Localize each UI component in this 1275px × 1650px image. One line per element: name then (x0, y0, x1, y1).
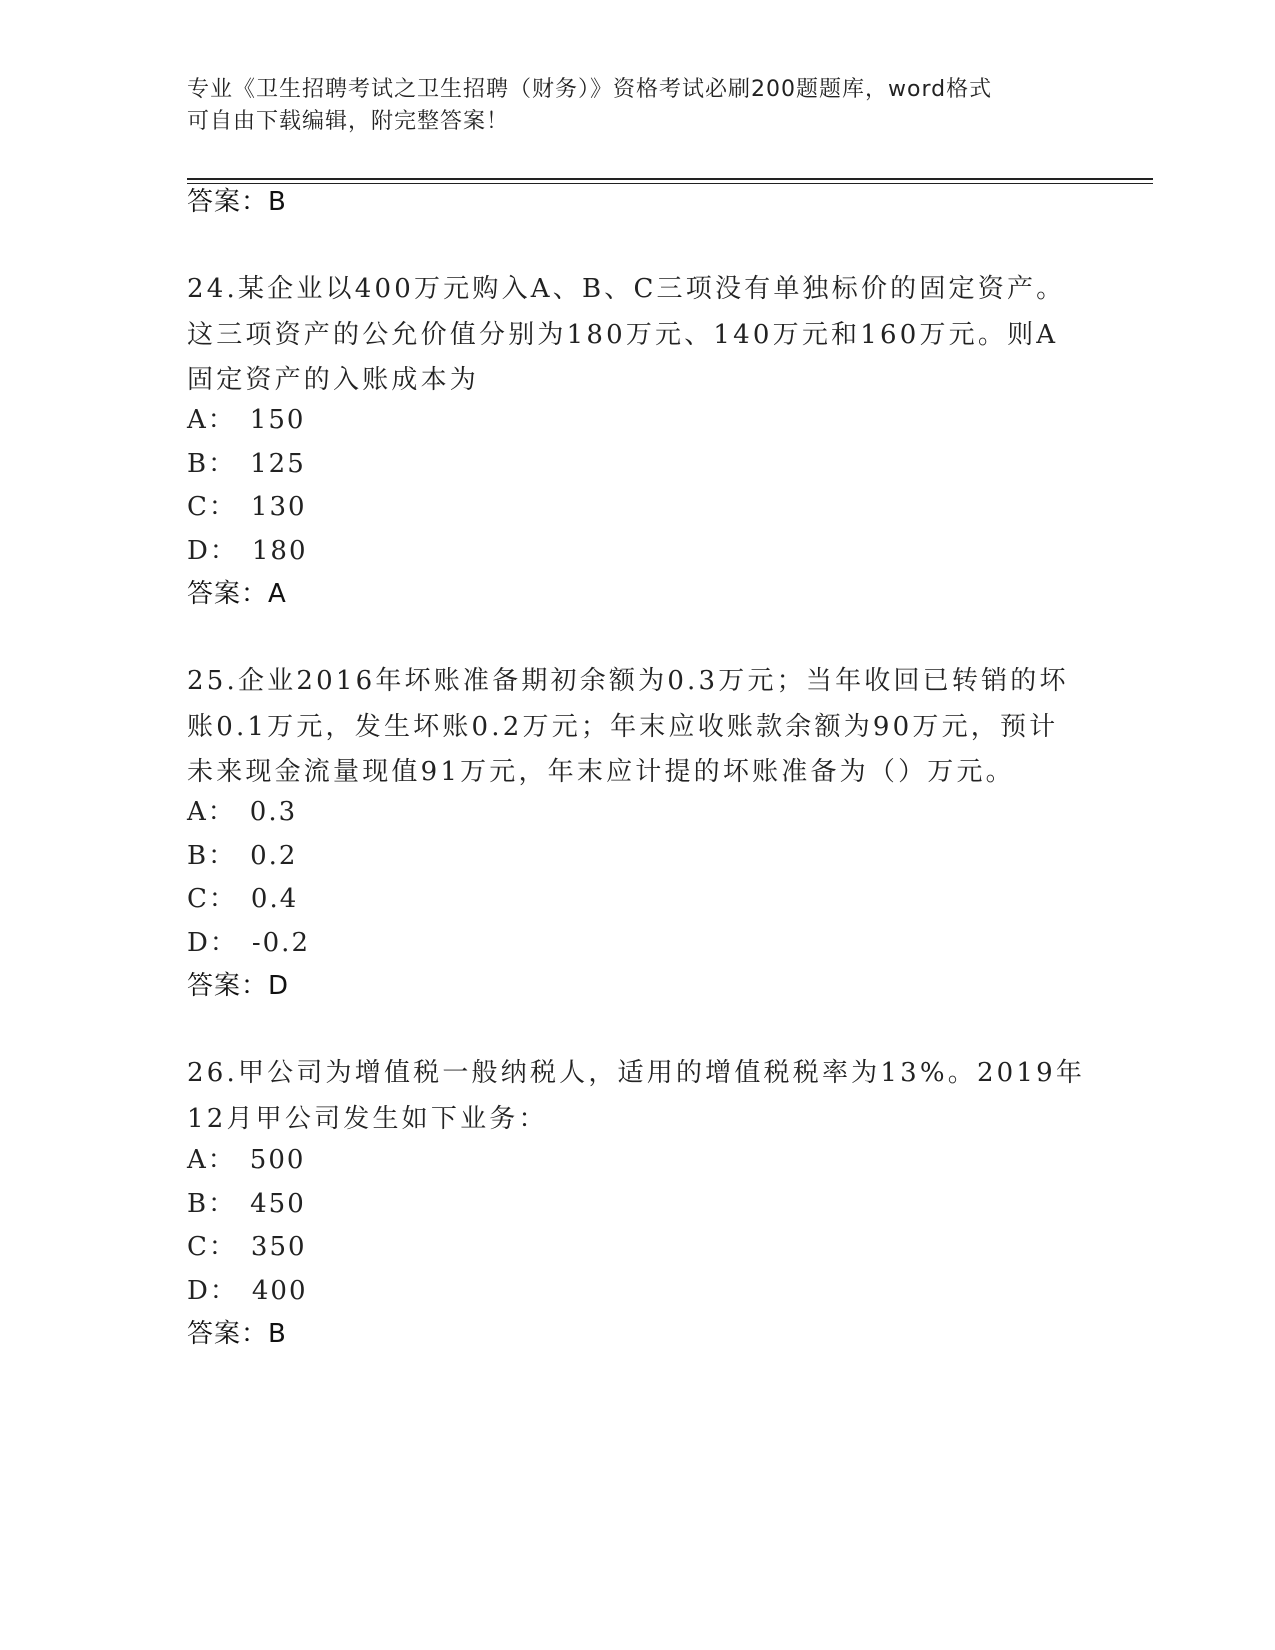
question-26-option-c (187, 1229, 307, 1265)
question-25-option-d (187, 925, 310, 961)
option-key: B： (187, 449, 237, 479)
question-25-answer: 答案：D (187, 971, 290, 1001)
option-value: -0.2 (251, 928, 310, 958)
question-25-option-a (187, 794, 297, 830)
option-key: A： (187, 1145, 236, 1175)
option-value: 500 (249, 1145, 306, 1175)
question-24-option-a (187, 402, 305, 438)
option-key: C： (187, 884, 237, 914)
option-key: C： (187, 1232, 237, 1262)
question-24-text: 24.某企业以400万元购入A、B、C三项没有单独标价的固定资产。这三项资产的公允价值分别为180万元、140万元和160万元。则A固定资产的入账成本为 (187, 274, 1066, 395)
option-key: D： (187, 928, 238, 958)
option-value: 450 (250, 1189, 306, 1219)
option-value: 400 (251, 1276, 308, 1306)
question-24-option-c (187, 489, 307, 525)
option-value: 150 (249, 405, 306, 435)
question-26-option-a (187, 1142, 305, 1178)
document-header (187, 74, 1067, 138)
option-value: 180 (251, 536, 308, 566)
option-key: B： (187, 1189, 237, 1219)
question-26-text: 26.甲公司为增值税一般纳税人，适用的增值税税率为13%。2019年12月甲公司发生如下业务： (187, 1058, 1086, 1134)
header-divider-thick (187, 178, 1153, 180)
option-value: 125 (250, 449, 306, 479)
previous-answer: 答案：B (187, 187, 287, 217)
option-value: 0.3 (249, 797, 298, 827)
option-value: 0.2 (250, 841, 298, 871)
option-key: A： (187, 405, 236, 435)
header-divider-thin (187, 183, 1153, 184)
option-value: 350 (250, 1232, 307, 1262)
question-24-answer: 答案：A (187, 579, 287, 609)
question-25-text: 25.企业2016年坏账准备期初余额为0.3万元；当年收回已转销的坏账0.1万元，发生坏账0.2万元；年末应收账款余额为90万元，预计未来现金流量现值91万元，年末应计提的坏账准备为（）万元。 (187, 666, 1069, 787)
option-key: D： (187, 1276, 238, 1306)
question-25-option-b (187, 838, 297, 874)
option-key: B： (187, 841, 237, 871)
header-line-2: 可自由下载编辑，附完整答案！ (187, 109, 510, 134)
question-26-option-b (187, 1186, 306, 1222)
option-key: A： (187, 797, 236, 827)
option-key: C： (187, 492, 237, 522)
question-25-option-c (187, 881, 298, 917)
question-26-answer: 答案：B (187, 1319, 287, 1349)
header-line-1: 专业《卫生招聘考试之卫生招聘（财务）》资格考试必刷200题题库，word格式 (187, 77, 993, 102)
question-24-option-d (187, 533, 308, 569)
option-value: 130 (250, 492, 307, 522)
option-key: D： (187, 536, 238, 566)
question-26-option-d (187, 1273, 308, 1309)
question-24-option-b (187, 446, 306, 482)
option-value: 0.4 (250, 884, 299, 914)
